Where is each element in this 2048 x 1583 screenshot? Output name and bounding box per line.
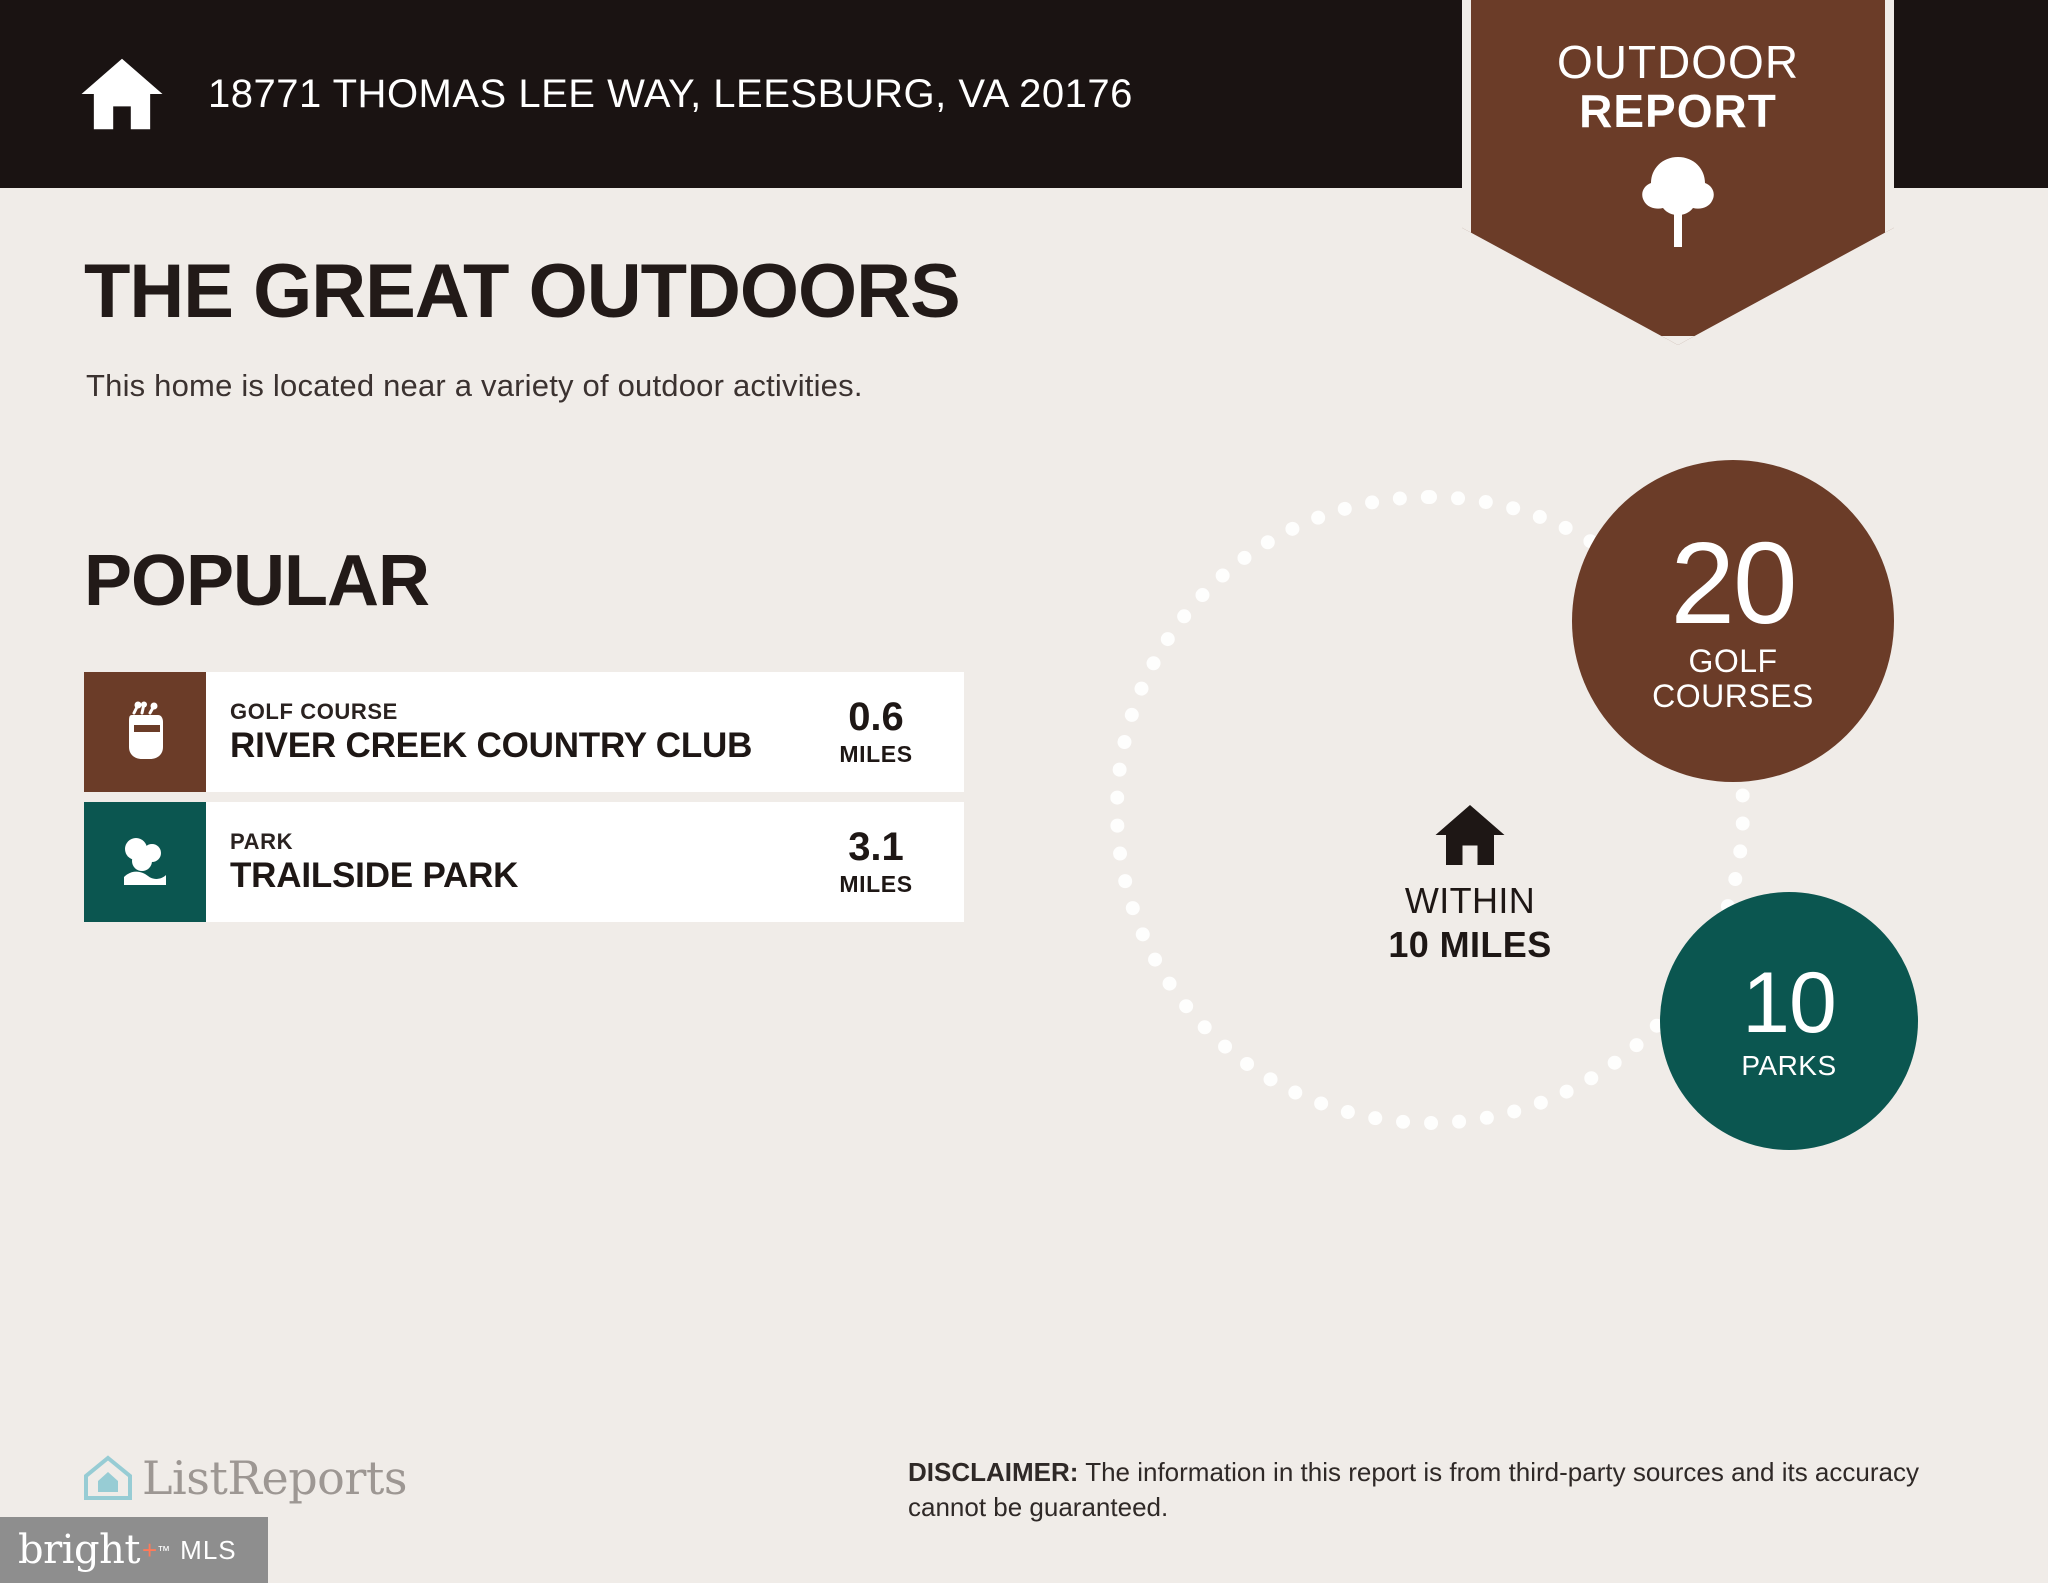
list-item-distance-value: 0.6 xyxy=(848,694,904,739)
popular-list xyxy=(84,672,964,932)
list-item-text xyxy=(206,802,814,922)
golf-count-value: 20 xyxy=(1670,517,1796,648)
park-trees-icon xyxy=(84,802,206,922)
listreports-house-icon xyxy=(82,1452,134,1504)
list-item-distance-unit: MILES xyxy=(839,740,913,767)
list-item-category: GOLF COURSE xyxy=(230,699,398,725)
within-distance: 10 MILES xyxy=(1388,924,1552,965)
parks-count-label: PARKS xyxy=(1741,1050,1837,1081)
disclaimer xyxy=(908,1455,1988,1525)
bright-mls-tm: ™ xyxy=(157,1542,171,1558)
within-radius-group xyxy=(1330,802,1610,966)
bright-mls-suffix: MLS xyxy=(180,1534,237,1565)
list-item[interactable] xyxy=(84,672,964,792)
page-subtitle: This home is located near a variety of outdoor activities. xyxy=(86,368,863,403)
disclaimer-label: DISCLAIMER: xyxy=(908,1456,1079,1487)
bright-mls-badge xyxy=(0,1517,268,1583)
golf-count-label-line2: COURSES xyxy=(1652,678,1814,715)
parks-count-circle xyxy=(1660,892,1918,1150)
infographic xyxy=(1060,430,1960,1260)
property-address: 18771 THOMAS LEE WAY, LEESBURG, VA 20176 xyxy=(208,71,1133,116)
within-label: WITHIN xyxy=(1404,880,1536,921)
badge-title-line1: OUTDOOR xyxy=(1556,36,1800,88)
listreports-logo xyxy=(82,1451,407,1505)
header-bar xyxy=(0,0,1460,188)
bright-mls-brand: bright xyxy=(18,1527,140,1573)
golf-count-circle xyxy=(1572,460,1894,782)
listreports-logo-text: ListReports xyxy=(142,1451,407,1505)
list-item-distance xyxy=(814,672,964,792)
list-item-category: PARK xyxy=(230,829,294,855)
list-item-distance-unit: MILES xyxy=(839,870,913,897)
list-item-name: RIVER CREEK COUNTRY CLUB xyxy=(230,725,753,765)
tree-icon xyxy=(1635,153,1721,249)
list-item-text xyxy=(206,672,814,792)
golf-bag-icon xyxy=(84,672,206,792)
list-item-distance-value: 3.1 xyxy=(848,824,904,869)
home-icon xyxy=(78,55,166,133)
bright-mls-plus: + xyxy=(141,1534,158,1565)
report-badge xyxy=(1462,0,1894,345)
parks-count-value: 10 xyxy=(1742,955,1836,1051)
page-title: THE GREAT OUTDOORS xyxy=(84,249,960,334)
section-title-popular: POPULAR xyxy=(84,541,430,621)
list-item-distance xyxy=(814,802,964,922)
badge-title-line2: REPORT xyxy=(1579,85,1777,138)
badge-content xyxy=(1462,0,1894,345)
home-icon xyxy=(1431,802,1509,868)
list-item-name: TRAILSIDE PARK xyxy=(230,855,519,895)
disclaimer-text: The information in this report is from third-party sources and its accuracy cannot be guaranteed. xyxy=(908,1456,1919,1522)
list-item[interactable] xyxy=(84,802,964,922)
golf-count-label-line1: GOLF xyxy=(1688,642,1778,679)
